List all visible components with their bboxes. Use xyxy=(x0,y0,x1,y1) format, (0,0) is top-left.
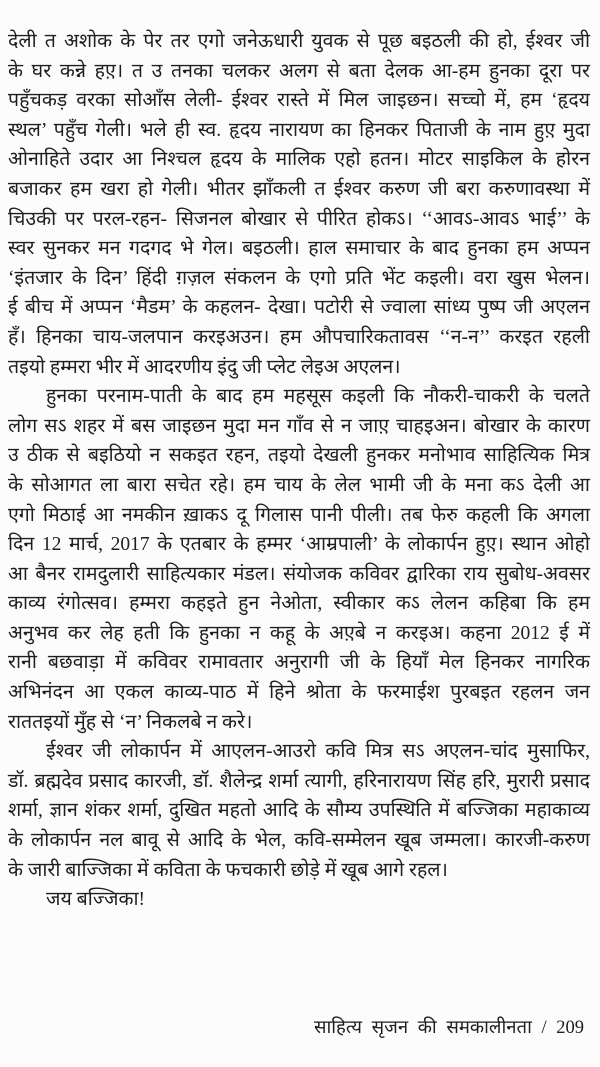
text-line: देली त अशोक के पेर तर एगो जनेऊधारी युवक से पूछ बइठली की हो, ईश्वर जी xyxy=(8,31,590,52)
page-body xyxy=(8,27,590,915)
text-line: ‘इंतजार के दिन’ हिंदी ग़ज़ल संकलन के एगो प्रति भेंट कइली। वरा खुस भेलन। xyxy=(8,267,590,289)
text-line: एगो मिठाई आ नमकीन ख़ाकऽ दू गिलास पानी पीली। तब फेरु कहली कि अगला xyxy=(8,504,590,526)
text-line: ई बीच में अप्पन ‘मैडम’ के कहलन- देखा। पटोरी से ज्वाला सांध्य पुष्प जी अएलन xyxy=(8,297,590,319)
text-line: लोग सऽ शहर में बस जाइछन मुदा मन गाँव से न जाए़ चाहइअन। बोखार के कारण xyxy=(8,415,590,437)
text-line: बजाकर हम खरा हो गेली। भीतर झाँकली त ईश्वर करुण जी बरा करुणावस्था में xyxy=(8,178,590,200)
paragraph xyxy=(8,737,590,885)
text-line: जय बज्जिका! xyxy=(46,889,145,911)
text-line: तइयो हम्मरा भीर में आदरणीय इंदु जी प्लेट लेइअ अएलन। xyxy=(8,356,401,378)
text-line: रानी बछवाड़ा में कविवर रामावतार अनुरागी जी के हियाँ मेल हिनकर नागरिक xyxy=(8,652,590,674)
text-line: स्वर सुनकर मन गदगद भे गेल। बइठली। हाल समाचार के बाद हुनका हम अप्पन xyxy=(8,238,590,260)
paragraph xyxy=(8,382,590,737)
text-line: अभिनंदन आ एकल काव्य-पाठ में हिने श्रोता के फरमाईश पुरबइत रहलन जन xyxy=(8,682,590,704)
running-title: साहित्य सृजन की समकालीनता xyxy=(313,1018,532,1038)
text-line: पहुँचकड़ वरका सोआँस लेली- ईश्वर रास्ते में मिल जाइछन। सच्चो में, हम ‘हृदय xyxy=(8,90,590,112)
text-line: उ ठीक से बइठियो न सकइत रहन, तइयो देखली हुनकर मनोभाव साहित्यिक मित्र xyxy=(8,445,590,467)
page-footer xyxy=(314,1016,584,1040)
text-line: के लोकार्पन नल बावू से आदि के भेल, कवि-सम्मेलन खूब जम्मला। कारजी-करुण xyxy=(8,830,590,852)
text-line: दिन 12 मार्च, 2017 के एतबार के हम्मर ‘आम्रपाली’ के लोकार्पन हुए़। स्थान ओहो xyxy=(8,534,590,556)
text-line: ओनाहिते उदार आ निश्चल हृदय के मालिक एहो हतन। मोटर साइकिल के होरन xyxy=(8,149,590,171)
text-line: स्थल’ पहुँच गेली। भले ही स्व. हृदय नारायण का हिनकर पिताजी के नाम हुए़ मुदा xyxy=(8,119,590,141)
text-line: अनुभव कर लेह हती कि हुनका न कहू के अए़बे न करइअ। कहना 2012 ई में xyxy=(8,622,590,644)
paragraph xyxy=(8,27,590,382)
text-line: हँ। हिनका चाय-जलपान करइअउन। हम औपचारिकतावस ‘‘न-न’’ करइत रहली xyxy=(8,326,590,348)
text-line: के सोआगत ला बारा सचेत रहे। हम चाय के लेल भामी जी के मना कऽ देली आ xyxy=(8,474,590,496)
page-number: 209 xyxy=(556,1018,584,1038)
footer-separator: / xyxy=(541,1018,547,1038)
text-line: राततइयों मुँह से ‘न’ निकलबे न करे। xyxy=(8,711,253,733)
text-line: डॉ. ब्रह्मदेव प्रसाद कारजी, डॉ. शैलेन्द्र शर्मा त्यागी, हरिनारायण सिंह हरि, मुरारी प्रसाद xyxy=(8,770,590,792)
text-line: के घर कन्ने हए़। त उ तनका चलकर अलग से बता देलक आ-हम हुनका दूरा पर xyxy=(8,60,590,82)
text-line: आ बैनर रामदुलारी साहित्यकार मंडल। संयोजक कविवर द्वारिका राय सुबोध-अवसर xyxy=(8,563,590,585)
text-line: के जारी बाज्जिका में कविता के फचकारी छोड़े में खूब आगे रहल। xyxy=(8,859,448,881)
text-line: काव्य रंगोत्सव। हम्मरा कहइते हुन नेओता, स्वीकार कऽ लेलन कहिबा कि हम xyxy=(8,593,590,615)
text-line: चिउकी पर परल-रहन- सिजनल बोखार से पीरित होकऽ। ‘‘आवऽ-आवऽ भाई’’ के xyxy=(8,208,590,230)
paragraph xyxy=(8,885,590,915)
text-line: ईश्वर जी लोकार्पन में आएलन-आउरो कवि मित्र सऽ अएलन-चांद मुसाफिर, xyxy=(46,741,590,763)
text-line: हुनका परनाम-पाती के बाद हम महसूस कइली कि नौकरी-चाकरी के चलते xyxy=(46,386,590,408)
text-line: शर्मा, ज्ञान शंकर शर्मा, दुखित महतो आदि के सौम्य उपस्थिति में बज्जिका महाकाव्य xyxy=(8,800,590,822)
